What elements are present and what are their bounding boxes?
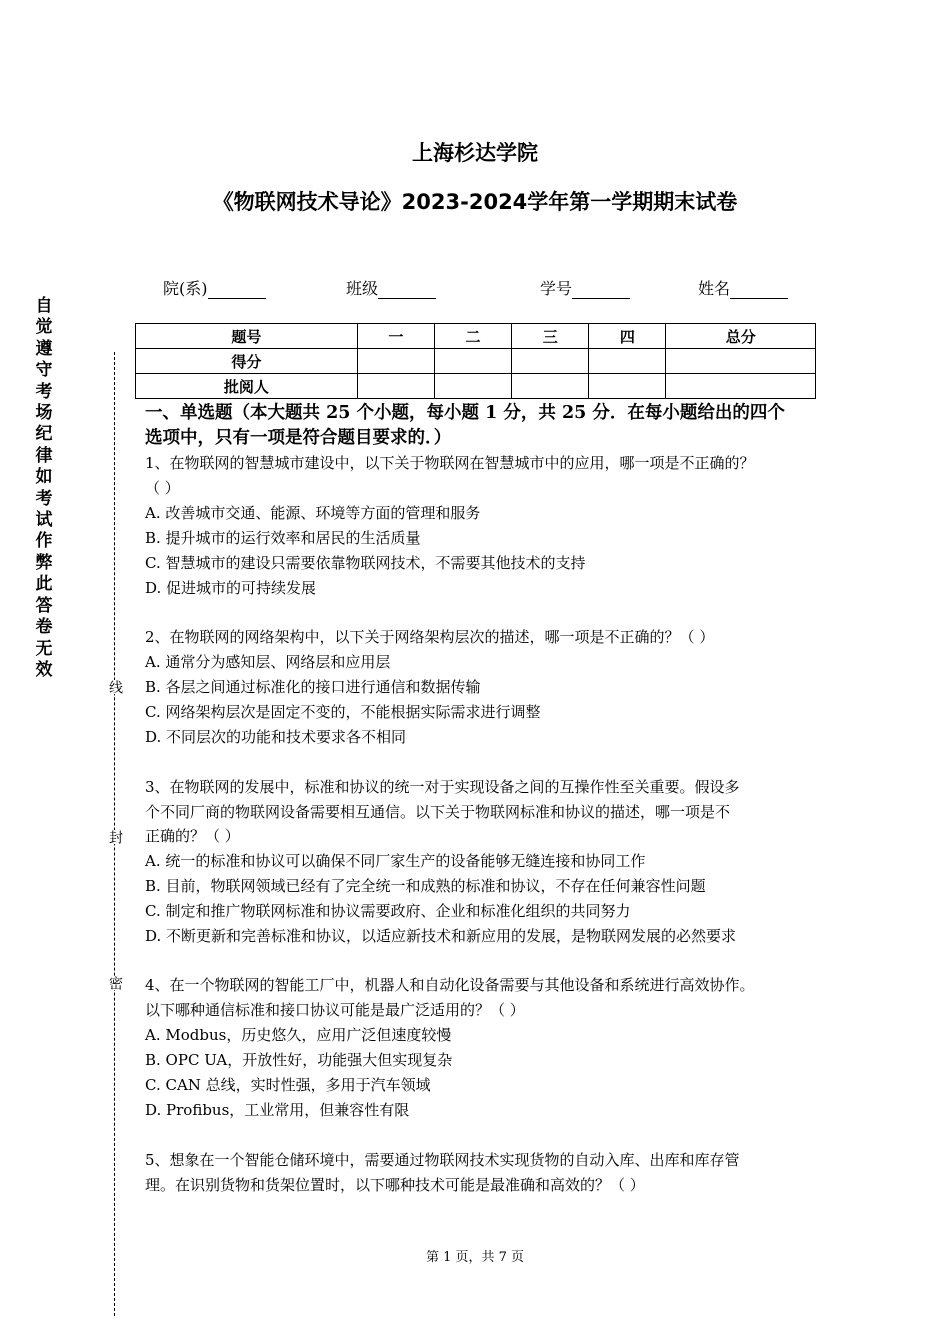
name-label: 姓名 (698, 279, 731, 298)
question-1-text: 1、在物联网的智慧城市建设中，以下关于物联网在智慧城市中的应用，哪一项是不正确的？ (145, 454, 755, 472)
class-blank[interactable] (378, 282, 436, 299)
question-4-text: 4、在一个物联网的智能工厂中，机器人和自动化设备需要与其他设备和系统进行高效协作。 (145, 976, 755, 994)
question-5-text: 理。在识别货物和货架位置时，以下哪种技术可能是最准确和高效的？（ ） (145, 1176, 645, 1194)
student-id-field (540, 276, 630, 299)
score-cell[interactable] (434, 349, 511, 374)
question-3-option-c[interactable]: C. 制定和推广物联网标准和协议需要政府、企业和标准化组织的共同努力 (145, 902, 631, 920)
dept-label: 院(系) (163, 279, 208, 298)
section-heading-line: 一、单选题（本大题共 25 个小题，每小题 1 分，共 25 分．在每小题给出的四个 (145, 403, 785, 423)
question-1-answer-blank: （ ） (145, 479, 180, 497)
score-table (135, 323, 816, 399)
score-header-cell: 三 (512, 324, 589, 349)
question-4-option-a[interactable]: A. Modbus，历史悠久，应用广泛但速度较慢 (145, 1026, 452, 1044)
question-2-option-c[interactable]: C. 网络架构层次是固定不变的，不能根据实际需求进行调整 (145, 703, 541, 721)
question-2-option-a[interactable]: A. 通常分为感知层、网络层和应用层 (145, 653, 391, 671)
student-id-label: 学号 (540, 279, 573, 298)
question-2-text: 2、在物联网的网络架构中，以下关于网络架构层次的描述，哪一项是不正确的？（ ） (145, 628, 715, 646)
section-heading-line: 选项中，只有一项是符合题目要求的．） (145, 428, 452, 448)
question-5-text: 5、想象在一个智能仓储环境中，需要通过物联网技术实现货物的自动入库、出库和库存管 (145, 1151, 740, 1169)
grader-cell[interactable] (512, 374, 589, 399)
question-2-option-b[interactable]: B. 各层之间通过标准化的接口进行通信和数据传输 (145, 678, 481, 696)
score-header-cell: 一 (357, 324, 434, 349)
question-1-option-a[interactable]: A. 改善城市交通、能源、环境等方面的管理和服务 (145, 504, 481, 522)
name-field (698, 276, 788, 299)
question-1-option-c[interactable]: C. 智慧城市的建设只需要依靠物联网技术，不需要其他技术的支持 (145, 554, 586, 572)
school-name: 上海杉达学院 (412, 141, 538, 165)
close-char: 密 (107, 976, 123, 990)
question-4-option-b[interactable]: B. OPC UA，开放性好，功能强大但实现复杂 (145, 1051, 453, 1069)
score-row-label: 得分 (136, 349, 358, 374)
grader-row (136, 374, 816, 399)
grader-cell[interactable] (589, 374, 666, 399)
grader-row-label: 批阅人 (136, 374, 358, 399)
question-1-option-d[interactable]: D. 促进城市的可持续发展 (145, 579, 317, 597)
score-header-cell: 总分 (666, 324, 816, 349)
question-4-option-c[interactable]: C. CAN 总线，实时性强，多用于汽车领域 (145, 1076, 431, 1094)
score-header-cell: 题号 (136, 324, 358, 349)
score-header-cell: 四 (589, 324, 666, 349)
exam-title: 《物联网技术导论》2023-2024学年第一学期期末试卷 (212, 190, 738, 214)
side-warning-text: 自觉遵守考场纪律如考试作弊此答卷无效 (35, 296, 53, 680)
question-2-option-d[interactable]: D. 不同层次的功能和技术要求各不相同 (145, 728, 407, 746)
score-cell[interactable] (512, 349, 589, 374)
question-4-text: 以下哪种通信标准和接口协议可能是最广泛适用的？（ ） (145, 1001, 525, 1019)
question-3-option-b[interactable]: B. 目前，物联网领域已经有了完全统一和成熟的标准和协议，不存在任何兼容性问题 (145, 877, 706, 895)
question-1-option-b[interactable]: B. 提升城市的运行效率和居民的生活质量 (145, 529, 421, 547)
dept-blank[interactable] (208, 282, 266, 299)
question-3-text: 3、在物联网的发展中，标准和协议的统一对于实现设备之间的互操作性至关重要。假设多 (145, 778, 740, 796)
name-blank[interactable] (730, 282, 788, 299)
score-table-header-row (136, 324, 816, 349)
score-cell[interactable] (357, 349, 434, 374)
student-id-blank[interactable] (572, 282, 630, 299)
question-3-text: 个不同厂商的物联网设备需要相互通信。以下关于物联网标准和协议的描述，哪一项是不 (145, 803, 731, 821)
page-number: 第 1 页，共 7 页 (425, 1250, 525, 1265)
class-field (346, 276, 436, 299)
question-3-text: 正确的？（ ） (145, 827, 240, 845)
class-label: 班级 (346, 279, 379, 298)
question-3-option-a[interactable]: A. 统一的标准和协议可以确保不同厂家生产的设备能够无缝连接和协同工作 (145, 852, 646, 870)
score-row (136, 349, 816, 374)
score-header-cell: 二 (434, 324, 511, 349)
grader-cell[interactable] (666, 374, 816, 399)
seal-char: 封 (107, 830, 123, 844)
score-cell[interactable] (666, 349, 816, 374)
grader-cell[interactable] (434, 374, 511, 399)
score-cell[interactable] (589, 349, 666, 374)
question-3-option-d[interactable]: D. 不断更新和完善标准和协议，以适应新技术和新应用的发展，是物联网发展的必然要求 (145, 927, 737, 945)
line-char: 线 (107, 680, 123, 694)
dept-field (163, 276, 266, 299)
section-heading (145, 401, 825, 451)
question-4-option-d[interactable]: D. Profibus，工业常用，但兼容性有限 (145, 1101, 410, 1119)
grader-cell[interactable] (357, 374, 434, 399)
